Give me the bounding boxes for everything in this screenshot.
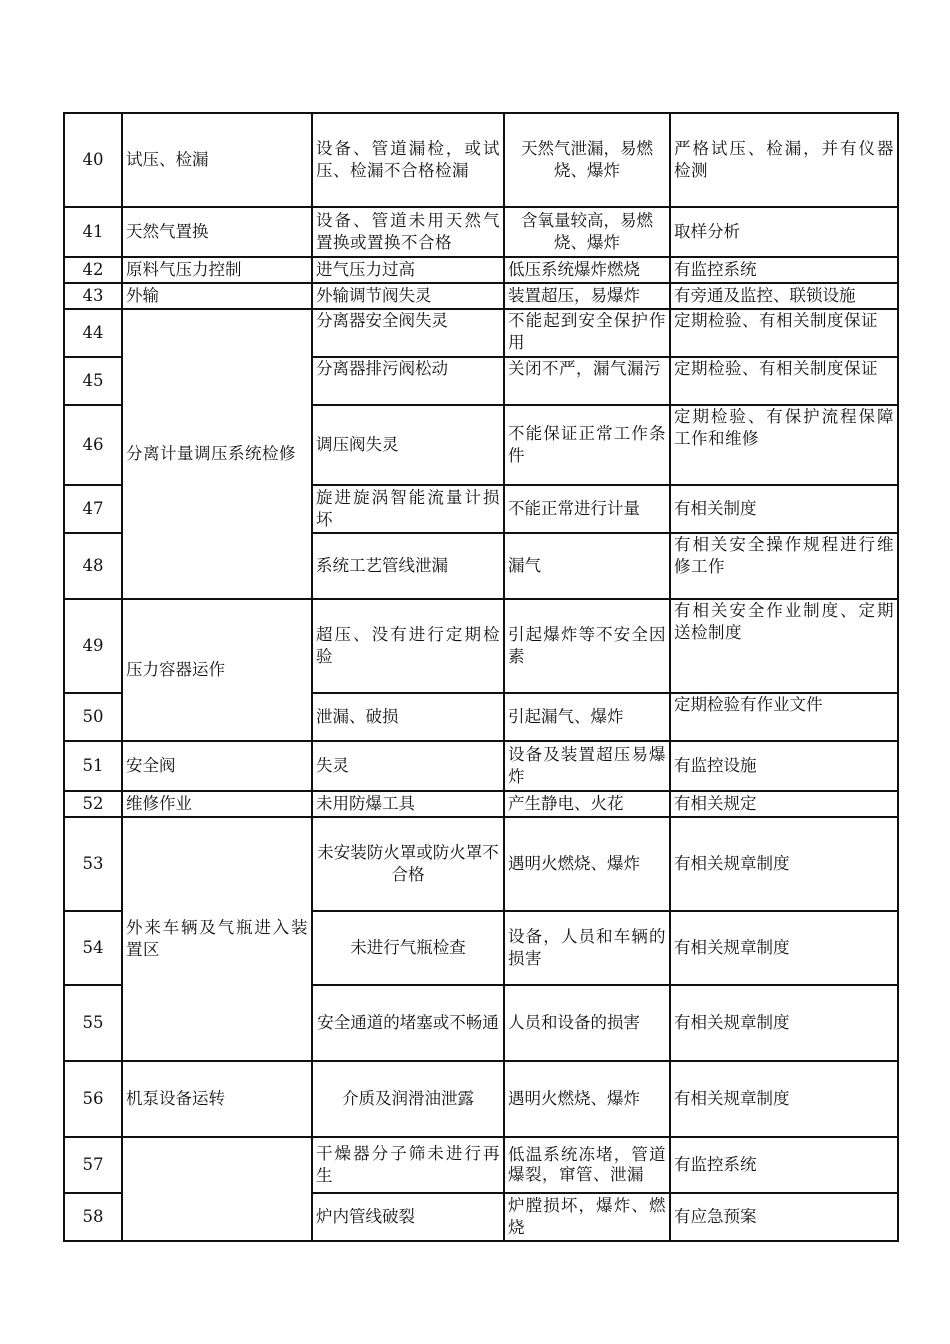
row-number: 52: [64, 791, 122, 817]
row-number: 40: [64, 113, 122, 207]
measure-cell: 严格试压、检漏，并有仪器检测: [670, 113, 898, 207]
row-number: 45: [64, 357, 122, 405]
row-number: 49: [64, 599, 122, 693]
measure-cell: 有相关规定: [670, 791, 898, 817]
consequence-cell: 装置超压，易爆炸: [504, 283, 670, 309]
unit-cell: 机泵设备运转: [122, 1061, 312, 1137]
hazard-cell: 未用防爆工具: [312, 791, 504, 817]
table-row: [64, 741, 898, 791]
hazard-cell: 分离器安全阀失灵: [312, 309, 504, 357]
unit-cell: 天然气置换: [122, 207, 312, 257]
row-number: 53: [64, 817, 122, 911]
row-number: 56: [64, 1061, 122, 1137]
measure-cell: 取样分析: [670, 207, 898, 257]
measure-cell: 有监控系统: [670, 1137, 898, 1193]
table-row: [64, 1061, 898, 1137]
measure-cell: 有监控系统: [670, 257, 898, 283]
hazard-cell: 设备、管道漏检，或试压、检漏不合格检漏: [312, 113, 504, 207]
row-number: 57: [64, 1137, 122, 1193]
consequence-cell: 关闭不严，漏气漏污: [504, 357, 670, 405]
row-number: 50: [64, 693, 122, 741]
measure-cell: 有应急预案: [670, 1193, 898, 1241]
unit-cell: 压力容器运作: [122, 599, 312, 741]
hazard-cell: 进气压力过高: [312, 257, 504, 283]
table-row: [64, 113, 898, 207]
measure-cell: 有相关安全作业制度、定期送检制度: [670, 599, 898, 693]
table-row: [64, 207, 898, 257]
hazard-cell: 失灵: [312, 741, 504, 791]
consequence-cell: 设备，人员和车辆的损害: [504, 911, 670, 985]
row-number: 48: [64, 533, 122, 599]
unit-cell: [122, 1137, 312, 1241]
hazard-cell: 介质及润滑油泄露: [312, 1061, 504, 1137]
consequence-cell: 含氧量较高，易燃烧、爆炸: [504, 207, 670, 257]
table-row: [64, 599, 898, 693]
row-number: 47: [64, 485, 122, 533]
consequence-cell: 炉膛损坏，爆炸、燃烧: [504, 1193, 670, 1241]
table-row: [64, 1137, 898, 1193]
row-number: 41: [64, 207, 122, 257]
consequence-cell: 引起爆炸等不安全因素: [504, 599, 670, 693]
hazard-table: [63, 112, 899, 1242]
consequence-cell: 不能保证正常工作条件: [504, 405, 670, 485]
consequence-cell: 遇明火燃烧、爆炸: [504, 817, 670, 911]
consequence-cell: 不能正常进行计量: [504, 485, 670, 533]
unit-cell: 维修作业: [122, 791, 312, 817]
measure-cell: 有相关规章制度: [670, 985, 898, 1061]
unit-cell: 外输: [122, 283, 312, 309]
row-number: 58: [64, 1193, 122, 1241]
measure-cell: 有相关规章制度: [670, 911, 898, 985]
hazard-cell: 系统工艺管线泄漏: [312, 533, 504, 599]
measure-cell: 定期检验、有相关制度保证: [670, 357, 898, 405]
consequence-cell: 低压系统爆炸燃烧: [504, 257, 670, 283]
hazard-cell: 超压、没有进行定期检验: [312, 599, 504, 693]
measure-cell: 定期检验、有保护流程保障工作和维修: [670, 405, 898, 485]
hazard-cell: 分离器排污阀松动: [312, 357, 504, 405]
measure-cell: 有相关安全操作规程进行维修工作: [670, 533, 898, 599]
consequence-cell: 漏气: [504, 533, 670, 599]
consequence-cell: 人员和设备的损害: [504, 985, 670, 1061]
unit-cell: 原料气压力控制: [122, 257, 312, 283]
consequence-cell: 低温系统冻堵，管道爆裂，窜管、泄漏: [504, 1137, 670, 1193]
hazard-cell: 设备、管道未用天然气置换或置换不合格: [312, 207, 504, 257]
hazard-cell: 调压阀失灵: [312, 405, 504, 485]
consequence-cell: 遇明火燃烧、爆炸: [504, 1061, 670, 1137]
hazard-cell: 泄漏、破损: [312, 693, 504, 741]
row-number: 43: [64, 283, 122, 309]
measure-cell: 有监控设施: [670, 741, 898, 791]
consequence-cell: 产生静电、火花: [504, 791, 670, 817]
row-number: 54: [64, 911, 122, 985]
row-number: 44: [64, 309, 122, 357]
consequence-cell: 引起漏气、爆炸: [504, 693, 670, 741]
table-row: [64, 817, 898, 911]
hazard-cell: 安全通道的堵塞或不畅通: [312, 985, 504, 1061]
measure-cell: 有旁通及监控、联锁设施: [670, 283, 898, 309]
measure-cell: 定期检验、有相关制度保证: [670, 309, 898, 357]
row-number: 46: [64, 405, 122, 485]
table-row: [64, 309, 898, 357]
hazard-cell: 炉内管线破裂: [312, 1193, 504, 1241]
measure-cell: 有相关制度: [670, 485, 898, 533]
unit-cell: 分离计量调压系统检修: [122, 309, 312, 599]
row-number: 51: [64, 741, 122, 791]
consequence-cell: 天然气泄漏，易燃烧、爆炸: [504, 113, 670, 207]
row-number: 42: [64, 257, 122, 283]
hazard-cell: 未安装防火罩或防火罩不合格: [312, 817, 504, 911]
hazard-cell: 未进行气瓶检查: [312, 911, 504, 985]
table-row: [64, 283, 898, 309]
unit-cell: 外来车辆及气瓶进入装置区: [122, 817, 312, 1061]
hazard-cell: 干燥器分子筛未进行再生: [312, 1137, 504, 1193]
table-row: [64, 257, 898, 283]
unit-cell: 试压、检漏: [122, 113, 312, 207]
row-number: 55: [64, 985, 122, 1061]
consequence-cell: 不能起到安全保护作用: [504, 309, 670, 357]
table-row: [64, 791, 898, 817]
consequence-cell: 设备及装置超压易爆炸: [504, 741, 670, 791]
measure-cell: 定期检验有作业文件: [670, 693, 898, 741]
measure-cell: 有相关规章制度: [670, 1061, 898, 1137]
hazard-cell: 旋进旋涡智能流量计损坏: [312, 485, 504, 533]
hazard-cell: 外输调节阀失灵: [312, 283, 504, 309]
unit-cell: 安全阀: [122, 741, 312, 791]
measure-cell: 有相关规章制度: [670, 817, 898, 911]
